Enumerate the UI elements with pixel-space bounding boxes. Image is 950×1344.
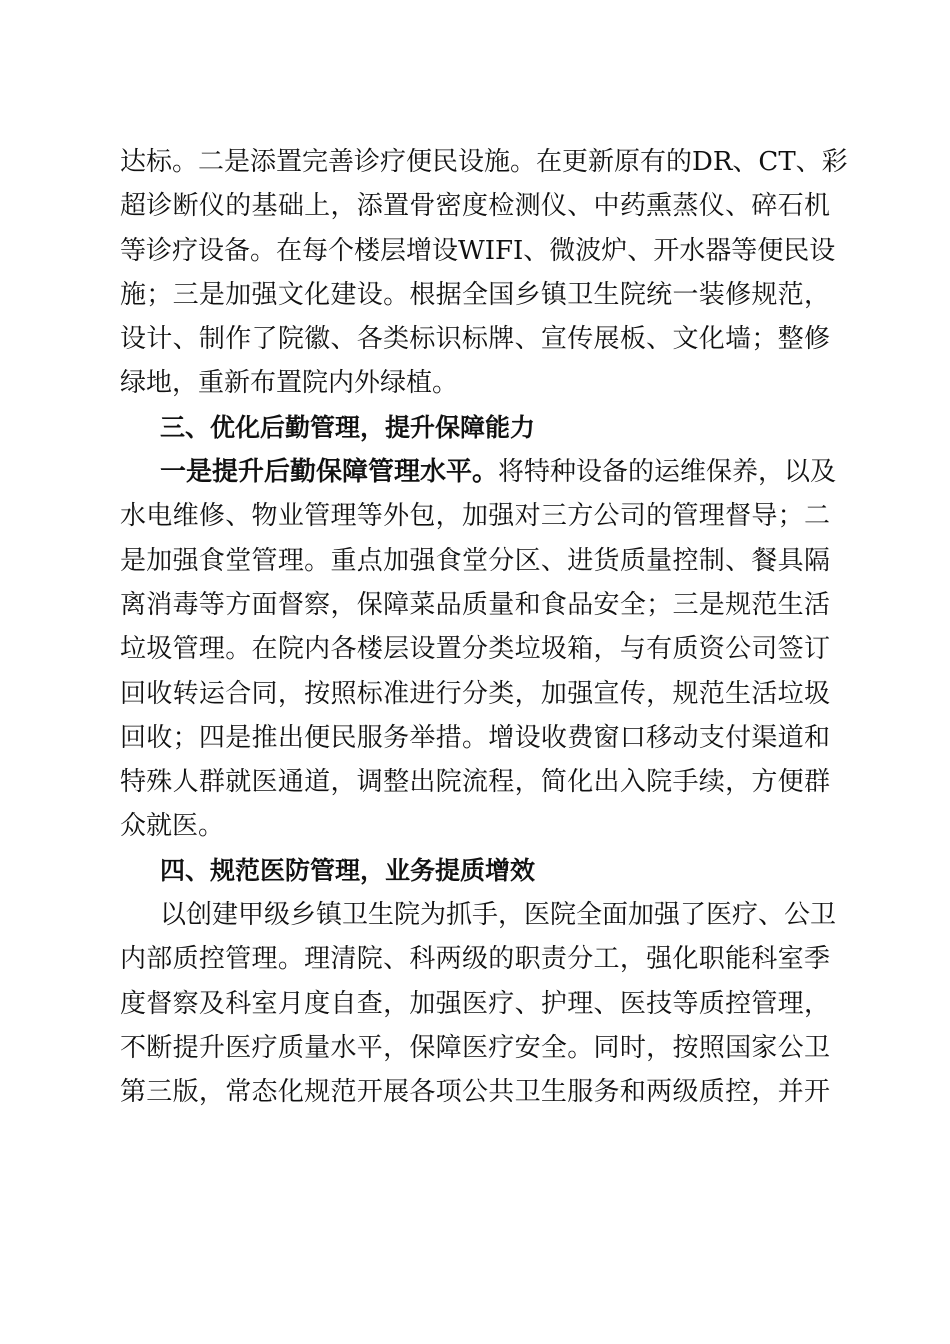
text-line: 垃圾管理。在院内各楼层设置分类垃圾箱，与有质资公司签订 <box>120 634 830 665</box>
text-line: 等诊疗设备。在每个楼层增设WIFI、微波炉、开水器等便民设 <box>120 235 836 266</box>
document-body <box>120 140 848 1115</box>
text-line: 超诊断仪的基础上，添置骨密度检测仪、中药熏蒸仪、碎石机 <box>120 191 830 222</box>
emphasis-text: 一是提升后勤保障管理水平。 <box>160 457 499 488</box>
text-line: 绿地，重新布置院内外绿植。 <box>120 368 459 399</box>
text-line: 是加强食堂管理。重点加强食堂分区、进货质量控制、餐具隔 <box>120 545 830 576</box>
section-heading-3: 三、优化后勤管理，提升保障能力 <box>160 412 536 442</box>
text-line: 设计、制作了院徽、各类标识标牌、宣传展板、文化墙；整修 <box>120 324 830 355</box>
text-line: 回收；四是推出便民服务举措。增设收费窗口移动支付渠道和 <box>120 722 830 753</box>
text-line: 内部质控管理。理清院、科两级的职责分工，强化职能科室季 <box>120 944 830 975</box>
text-line: 离消毒等方面督察，保障菜品质量和食品安全；三是规范生活 <box>120 589 830 620</box>
text-line: 回收转运合同，按照标准进行分类，加强宣传，规范生活垃圾 <box>120 678 830 709</box>
text-run: 将特种设备的运维保养，以及 <box>498 457 837 488</box>
text-line: 达标。二是添置完善诊疗便民设施。在更新原有的DR、CT、彩 <box>120 147 848 177</box>
section-heading-4: 四、规范医防管理，业务提质增效 <box>160 855 536 885</box>
text-line: 众就医。 <box>120 811 225 842</box>
text-line: 度督察及科室月度自查，加强医疗、护理、医技等质控管理， <box>120 988 830 1019</box>
text-line: 施；三是加强文化建设。根据全国乡镇卫生院统一装修规范， <box>120 279 830 310</box>
text-line: 特殊人群就医通道，调整出院流程，简化出入院手续，方便群 <box>120 767 830 798</box>
text-line: 第三版，常态化规范开展各项公共卫生服务和两级质控，并开 <box>120 1077 830 1108</box>
text-line: 不断提升医疗质量水平，保障医疗安全。同时，按照国家公卫 <box>120 1032 830 1063</box>
text-line: 水电维修、物业管理等外包，加强对三方公司的管理督导；二 <box>120 501 830 532</box>
text-line-first: 以创建甲级乡镇卫生院为抓手，医院全面加强了医疗、公卫 <box>160 900 837 931</box>
text-line-first <box>120 450 837 494</box>
